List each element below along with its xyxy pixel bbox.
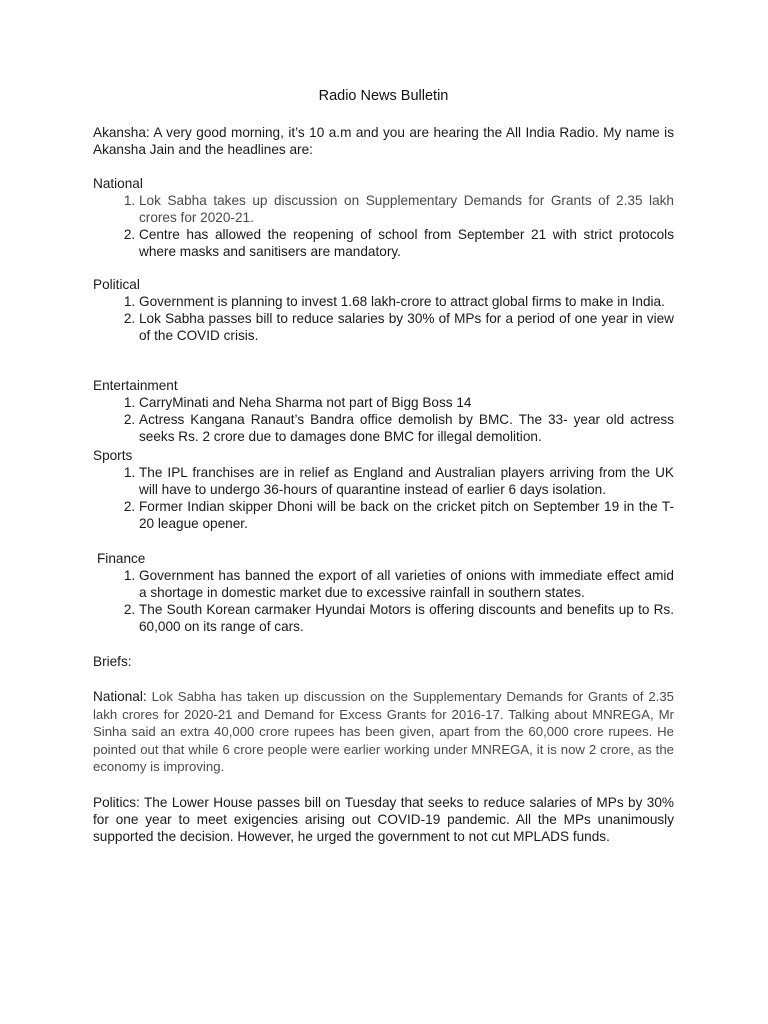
headline-item: 2. Centre has allowed the reopening of school from September 21 with strict protocols where masks and sanitisers are mandatory. [139,226,674,260]
spacer [93,532,674,550]
headline-item: 1. Government has banned the export of all varieties of onions with immediate effect amid a shortage in domestic market due to excessive rainfall in southern states. [139,567,674,601]
brief-text: The Lower House passes bill on Tuesday that seeks to reduce salaries of MPs by 30% for one year to meet exigencies arising out COVID-19 pandemic. All the MPs unanimously supported the decision. However, he urged the government to not cut MPLADS funds. [93,794,674,844]
section-heading: Political [93,277,140,292]
headline-list [93,567,674,635]
brief-label: Politics: [93,794,140,810]
section-heading: Sports [93,448,133,463]
brief-national [93,688,674,776]
brief-politics [93,794,674,845]
headline-item: 2. The South Korean carmaker Hyundai Motors is offering discounts and benefits up to Rs. 60,000 on its range of cars. [139,601,674,635]
section-heading: Entertainment [93,378,178,393]
section-finance [93,550,674,635]
document-page [93,88,674,845]
spacer [93,635,674,653]
headline-item: 1. Lok Sabha takes up discussion on Supplementary Demands for Grants of 2.35 lakh crores for 2020-21. [139,192,674,226]
spacer [93,260,674,276]
brief-label: National: [93,689,147,704]
headline-list [93,464,674,532]
spacer [93,158,674,175]
section-political [93,276,674,344]
intro-paragraph: Akansha: A very good morning, it’s 10 a.m and you are hearing the All India Radio. My name is Akansha Jain and the headlines are: [93,125,674,157]
headline-item: 2. Former Indian skipper Dhoni will be back on the cricket pitch on September 19 in the T-20 league opener. [139,498,674,532]
section-heading: Finance [97,551,146,566]
headline-item: 2. Lok Sabha passes bill to reduce salaries by 30% of MPs for a period of one year in view of the COVID crisis. [139,310,674,344]
headline-list [93,293,674,344]
headline-list [93,192,674,260]
spacer [93,670,674,688]
briefs-heading: Briefs: [93,654,132,669]
section-national [93,175,674,260]
brief-text: Lok Sabha has taken up discussion on the Supplementary Demands for Grants of 2.35 lakh crores for 2020-21 and Demand for Excess Grants for 2016-17. Talking about MNREGA, Mr Sinha said an extra 40,000 crore rupees has been given, apart from the 60,000 crore rupees. He pointed out that while 6 crore people were earlier working under MNREGA, it is now 2 crore, as the economy is improving. [93,689,675,775]
document-title: Radio News Bulletin [318,88,449,104]
spacer [93,344,674,377]
headline-item: 2. Actress Kangana Ranaut’s Bandra office demolish by BMC. The 33- year old actress seeks Rs. 2 crore due to damages done BMC for illegal demolition. [139,411,674,445]
headline-item: 1. Government is planning to invest 1.68 lakh-crore to attract global firms to make in India. [139,293,674,310]
headline-item: 1. CarryMinati and Neha Sharma not part of Bigg Boss 14 [139,394,674,411]
headline-item: 1. The IPL franchises are in relief as England and Australian players arriving from the UK will have to undergo 36-hours of quarantine instead of earlier 6 days isolation. [139,464,674,498]
spacer [93,776,674,794]
section-entertainment [93,377,674,445]
headline-list [93,394,674,445]
section-sports [93,447,674,532]
section-heading: National [93,176,143,191]
